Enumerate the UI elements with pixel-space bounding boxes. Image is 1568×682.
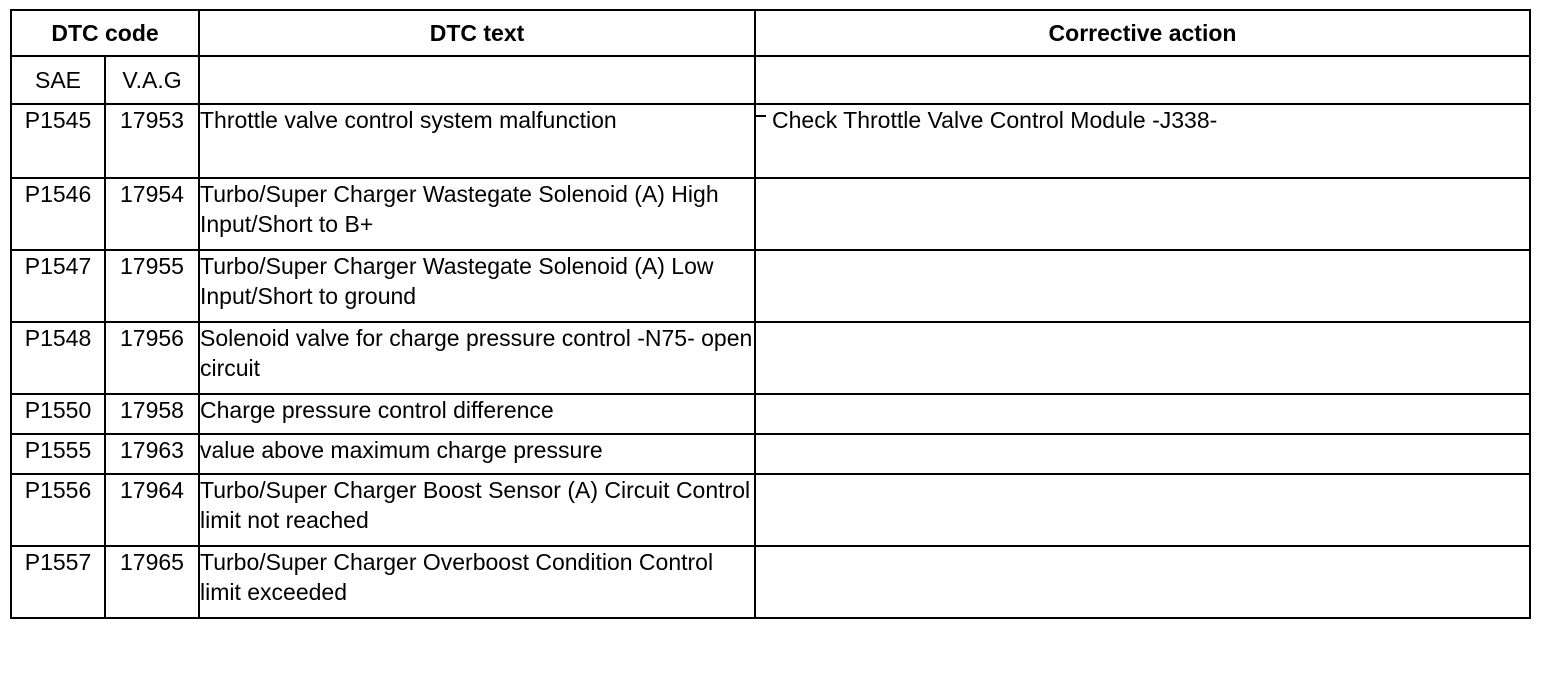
corrective-action — [755, 394, 1530, 434]
table-row — [11, 104, 1530, 178]
dtc-text: Turbo/Super Charger Boost Sensor (A) Circuit Control limit not reached — [199, 474, 755, 546]
header-dtc-code: DTC code — [11, 10, 199, 56]
dtc-text: Throttle valve control system malfunction — [199, 104, 755, 178]
table-row — [11, 546, 1530, 618]
table-row — [11, 394, 1530, 434]
vag-code: 17954 — [105, 178, 199, 250]
dtc-text: Turbo/Super Charger Wastegate Solenoid (A) Low Input/Short to ground — [199, 250, 755, 322]
corrective-action — [755, 250, 1530, 322]
dash-bullet-icon — [756, 115, 766, 117]
sae-code: P1548 — [11, 322, 105, 394]
dtc-text: Charge pressure control difference — [199, 394, 755, 434]
table-row — [11, 474, 1530, 546]
corrective-action — [755, 178, 1530, 250]
sae-code: P1546 — [11, 178, 105, 250]
dtc-text: Turbo/Super Charger Overboost Condition Control limit exceeded — [199, 546, 755, 618]
sae-code: P1555 — [11, 434, 105, 474]
vag-code: 17965 — [105, 546, 199, 618]
sae-code: P1557 — [11, 546, 105, 618]
header-dtc-text: DTC text — [199, 10, 755, 56]
corrective-action — [755, 434, 1530, 474]
corrective-action — [755, 104, 1530, 178]
corrective-action — [755, 474, 1530, 546]
sae-code: P1556 — [11, 474, 105, 546]
table-row — [11, 250, 1530, 322]
header-corrective-action: Corrective action — [755, 10, 1530, 56]
dtc-table — [10, 9, 1531, 619]
vag-code: 17956 — [105, 322, 199, 394]
sae-code: P1550 — [11, 394, 105, 434]
dtc-text: Solenoid valve for charge pressure control -N75- open circuit — [199, 322, 755, 394]
dtc-text: value above maximum charge pressure — [199, 434, 755, 474]
vag-code: 17958 — [105, 394, 199, 434]
subheader-row — [11, 56, 1530, 104]
vag-code: 17963 — [105, 434, 199, 474]
dtc-text: Turbo/Super Charger Wastegate Solenoid (A) High Input/Short to B+ — [199, 178, 755, 250]
corrective-action-text: Check Throttle Valve Control Module -J338- — [772, 107, 1218, 133]
table-row — [11, 178, 1530, 250]
vag-code: 17953 — [105, 104, 199, 178]
table-row — [11, 434, 1530, 474]
subheader-vag: V.A.G — [105, 56, 199, 104]
corrective-action — [755, 546, 1530, 618]
sae-code: P1545 — [11, 104, 105, 178]
subheader-empty-text — [199, 56, 755, 104]
table-row — [11, 322, 1530, 394]
header-row — [11, 10, 1530, 56]
subheader-empty-action — [755, 56, 1530, 104]
vag-code: 17964 — [105, 474, 199, 546]
sae-code: P1547 — [11, 250, 105, 322]
vag-code: 17955 — [105, 250, 199, 322]
subheader-sae: SAE — [11, 56, 105, 104]
corrective-action — [755, 322, 1530, 394]
